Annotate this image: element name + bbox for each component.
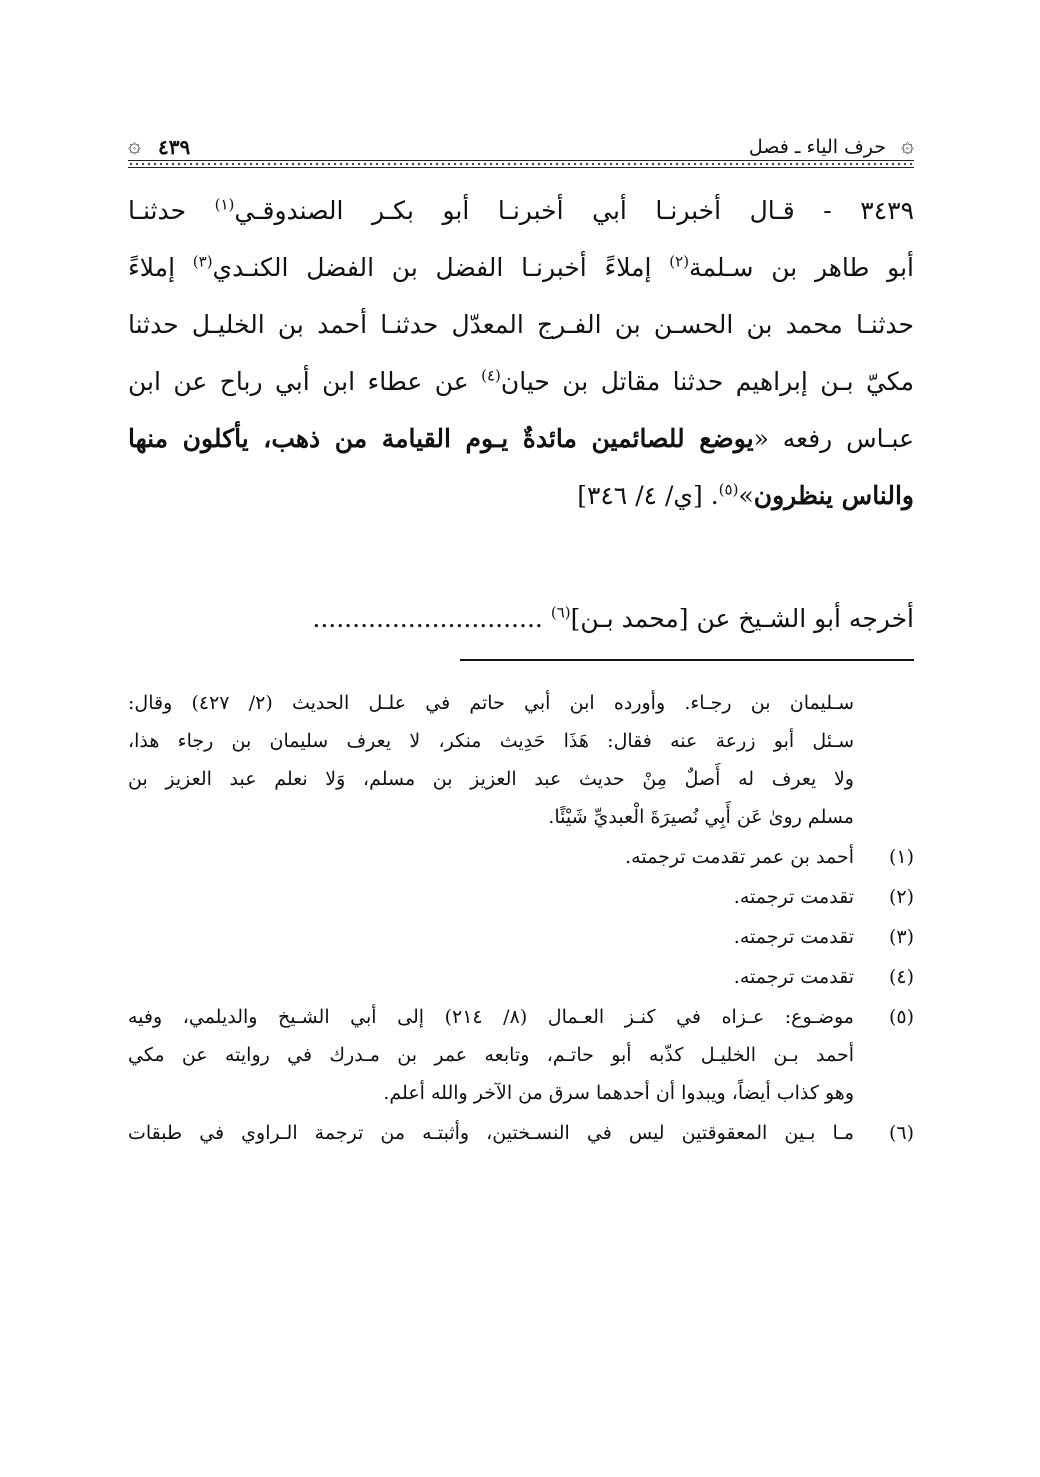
footnote-2: (٢) تقدمت ترجمته. bbox=[128, 878, 914, 916]
footnote-ref-2[interactable]: (٢) bbox=[669, 252, 690, 271]
footnote-number: (٣) bbox=[888, 926, 914, 948]
footnote-5: (٥) موضـوع: عـزاه في كنـز العـمال (٨/ ٢١٤) إلى أبي الشـيخ والديلمي، وفيه أحمد بـن الخليـل كذّبه أبو حاتـم، وتابعه عمر بن مـدرك في روايته عن مكي وهو كذاب أيضاً، ويبدوا أن أحدهما سرق من الآخر والله أعلم. bbox=[128, 998, 914, 1112]
main-line-2: أبو طاهر بن سـلمة$^{(٢)}$ إملاءً أخبرنـا الفضل بن الفضل الكنـدي$^{(٣)}$ إملاءً bbox=[128, 252, 915, 282]
dotted-leader: ............................. bbox=[312, 604, 543, 633]
footnote-number: (٦) bbox=[888, 1122, 914, 1144]
source-reference: . [ي/ ٤/ ٣٤٦] bbox=[577, 481, 719, 510]
footnote-4: (٤) تقدمت ترجمته. bbox=[128, 958, 914, 996]
running-header bbox=[128, 133, 914, 171]
main-line-4: مكيّ بـن إبراهيم حدثنا مقاتل بن حيان$^{(٤)}$ عن عطاء ابن أبي رباح عن ابن bbox=[128, 366, 915, 396]
footnotes bbox=[128, 684, 914, 1152]
footnote-ref-1[interactable]: (١) bbox=[214, 195, 235, 214]
hadith-text: يوضع للصائمين مائدةٌ يـوم القيامة من ذهب، يأكلون منها bbox=[128, 424, 754, 453]
ornament-left-icon: ۞ bbox=[128, 133, 141, 158]
chapter-title: حرف الياء ـ فصل bbox=[748, 136, 886, 158]
footnote-1: (١) أحمد بن عمر تقدمت ترجمته. bbox=[128, 838, 914, 876]
main-line-1: ٣٤٣٩ - قـال أخبرنـا أبي أخبرنـا أبو بكـر الصندوقـي$^{(١)}$ حدثنـا bbox=[128, 195, 914, 225]
footnote-number: (٢) bbox=[888, 886, 914, 908]
footnote-6: (٦) مـا بـين المعقوقتين ليس في النسـختين، وأثبتـه من ترجمة الـراوي في طبقات bbox=[128, 1114, 914, 1152]
ornament-right-icon: ۞ bbox=[901, 133, 914, 158]
footnote-ref-3[interactable]: (٣) bbox=[192, 252, 213, 271]
main-text bbox=[128, 182, 914, 524]
footnote-number: (٤) bbox=[888, 966, 914, 988]
footnote-separator bbox=[460, 659, 914, 661]
extraction-line: أخرجه أبو الشـيخ عن [محمد بـن]$^{(٦)}$............................. bbox=[312, 603, 914, 633]
footnote-ref-4[interactable]: (٤) bbox=[481, 366, 501, 385]
footnote-number: (٥) bbox=[888, 1006, 914, 1028]
footnote-continuation: سـليمان بن رجـاء. وأورده ابن أبي حاتم في علـل الحديث (٢/ ٤٢٧) وقال: سـئل أبو زرعة عنه فقال: هَذَا حَدِيث منكر، لا يعرف سليمان بن رجاء هذا، ولا يعرف له أَصلٌ مِنْ حديث عبد العزيز بن مسلم، وَلا نعلم عبد العزيز بن مسلم روىٰ عَن أَبِي نُصيرَةَ الْعبديِّ شَيْئًا. bbox=[128, 692, 854, 828]
footnote-3: (٣) تقدمت ترجمته. bbox=[128, 918, 914, 956]
header-rule bbox=[128, 160, 914, 168]
main-line-5: عبـاس رفعه «يوضع للصائمين مائدةٌ يـوم القيامة من ذهب، يأكلون منها bbox=[128, 424, 914, 453]
main-line-3: حدثنـا محمد بن الحسـن بن الفـرج المعدّل حدثنـا أحمد بن الخليـل حدثنا bbox=[128, 310, 914, 339]
footnote-number: (١) bbox=[888, 846, 914, 868]
main-line-6: والناس ينظرون»$^{(٥)}$. [ي/ ٤/ ٣٤٦] bbox=[577, 480, 914, 510]
footnote-ref-6[interactable]: (٦) bbox=[550, 603, 571, 622]
hadith-text-end: والناس ينظرون bbox=[753, 481, 914, 510]
footnote-ref-5[interactable]: (٥) bbox=[718, 480, 739, 499]
page-number: ٤٣٩ bbox=[158, 135, 191, 159]
